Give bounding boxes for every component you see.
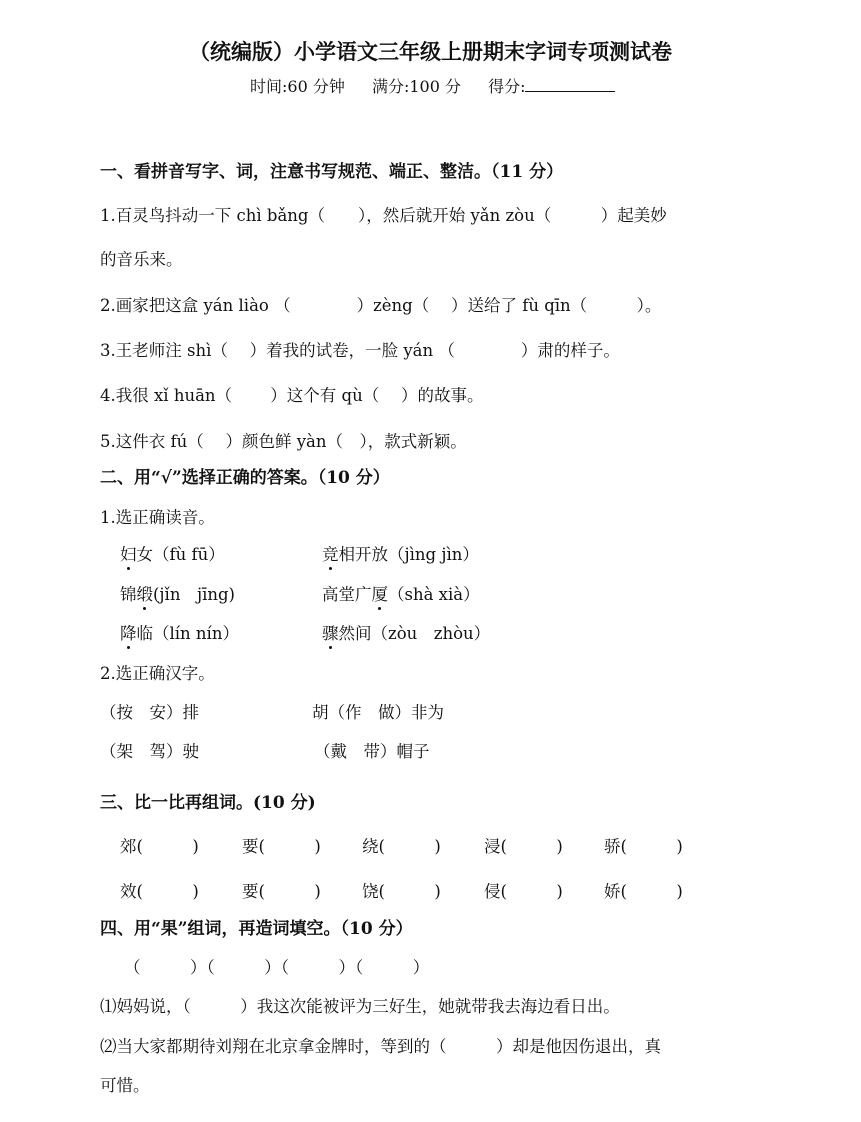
- full-score: 满分:100 分: [371, 77, 461, 96]
- word-blanks: （ ）（ ）（ ）（ ）: [124, 958, 430, 977]
- compare-cell: 效( ): [120, 882, 199, 901]
- s4-question-2a: ⑵当大家都期待刘翔在北京拿金牌时，等到的（ ）却是他因伤退出，真: [100, 1037, 661, 1056]
- page-title: （统编版）小学语文三年级上册期末字词专项测试卷: [189, 39, 672, 64]
- char-choice: （按 安）排: [100, 703, 199, 722]
- dotted-char: 缎: [137, 581, 154, 605]
- section-3-heading: 三、比一比再组词。(10 分): [100, 793, 316, 813]
- section-2-heading: 二、用“√”选择正确的答案。（10 分）: [100, 468, 390, 488]
- s1-question-5: 5.这件衣 fú（ ）颜色鲜 yàn（ ），款式新颖。: [100, 432, 467, 451]
- pinyin-choice-row: 高堂广厦（shà xià）: [322, 581, 480, 605]
- s1-question-3: 3.王老师注 shì（ ）着我的试卷，一脸 yán （ ）肃的样子。: [100, 341, 620, 360]
- compare-cell: 郊( ): [120, 837, 199, 856]
- compare-cell: 绕( ): [362, 837, 441, 856]
- compare-cell: 饶( ): [362, 882, 441, 901]
- score-label: 得分:: [488, 77, 526, 96]
- s2-sub-2: 2.选正确汉字。: [100, 664, 215, 683]
- dotted-char: 降: [120, 620, 137, 644]
- s1-question-2: 2.画家把这盒 yán liào （ ）zèng（ ）送给了 fù qīn（ ）。: [100, 296, 662, 315]
- pinyin-choice-row: 妇女（fù fū）: [120, 541, 225, 565]
- char-choice: （架 驾）驶: [100, 742, 199, 761]
- dotted-char: 厦: [372, 581, 389, 605]
- dotted-char: 竞: [322, 541, 339, 565]
- exam-meta: [250, 74, 637, 97]
- pinyin-choice-row: 降临（lín nín）: [120, 620, 239, 644]
- compare-cell: 侵( ): [484, 882, 563, 901]
- time-limit: 时间:60 分钟: [250, 77, 345, 96]
- compare-cell: 骄( ): [604, 837, 683, 856]
- char-choice: 胡（作 做）非为: [312, 703, 444, 722]
- section-4-heading: 四、用“果”组词，再造词填空。（10 分）: [100, 919, 413, 939]
- dotted-char: 妇: [120, 541, 137, 565]
- dotted-char: 骤: [322, 620, 339, 644]
- pinyin-choice-row: 骤然间（zòu zhòu）: [322, 620, 490, 644]
- pinyin-choice-row: 锦缎(jǐn jīng): [120, 581, 235, 605]
- s1-question-1a: 1.百灵鸟抖动一下 chì bǎng（ ），然后就开始 yǎn zòu（ ）起美妙: [100, 206, 667, 225]
- s1-question-4: 4.我很 xǐ huān（ ）这个有 qù（ ）的故事。: [100, 386, 484, 405]
- s4-question-2b: 可惜。: [100, 1076, 150, 1095]
- section-1-heading: 一、看拼音写字、词，注意书写规范、端正、整洁。（11 分）: [100, 162, 564, 182]
- pinyin-choice-row: 竞相开放（jìng jìn）: [322, 541, 479, 565]
- s2-sub-1: 1.选正确读音。: [100, 508, 215, 527]
- compare-cell: 要( ): [242, 837, 321, 856]
- score-blank[interactable]: [525, 77, 615, 92]
- char-choice: （戴 带）帽子: [314, 742, 430, 761]
- compare-cell: 浸( ): [484, 837, 563, 856]
- s1-question-1b: 的音乐来。: [100, 250, 183, 269]
- compare-cell: 要( ): [242, 882, 321, 901]
- compare-cell: 娇( ): [604, 882, 683, 901]
- s4-question-1: ⑴妈妈说，（ ）我这次能被评为三好生，她就带我去海边看日出。: [100, 997, 620, 1016]
